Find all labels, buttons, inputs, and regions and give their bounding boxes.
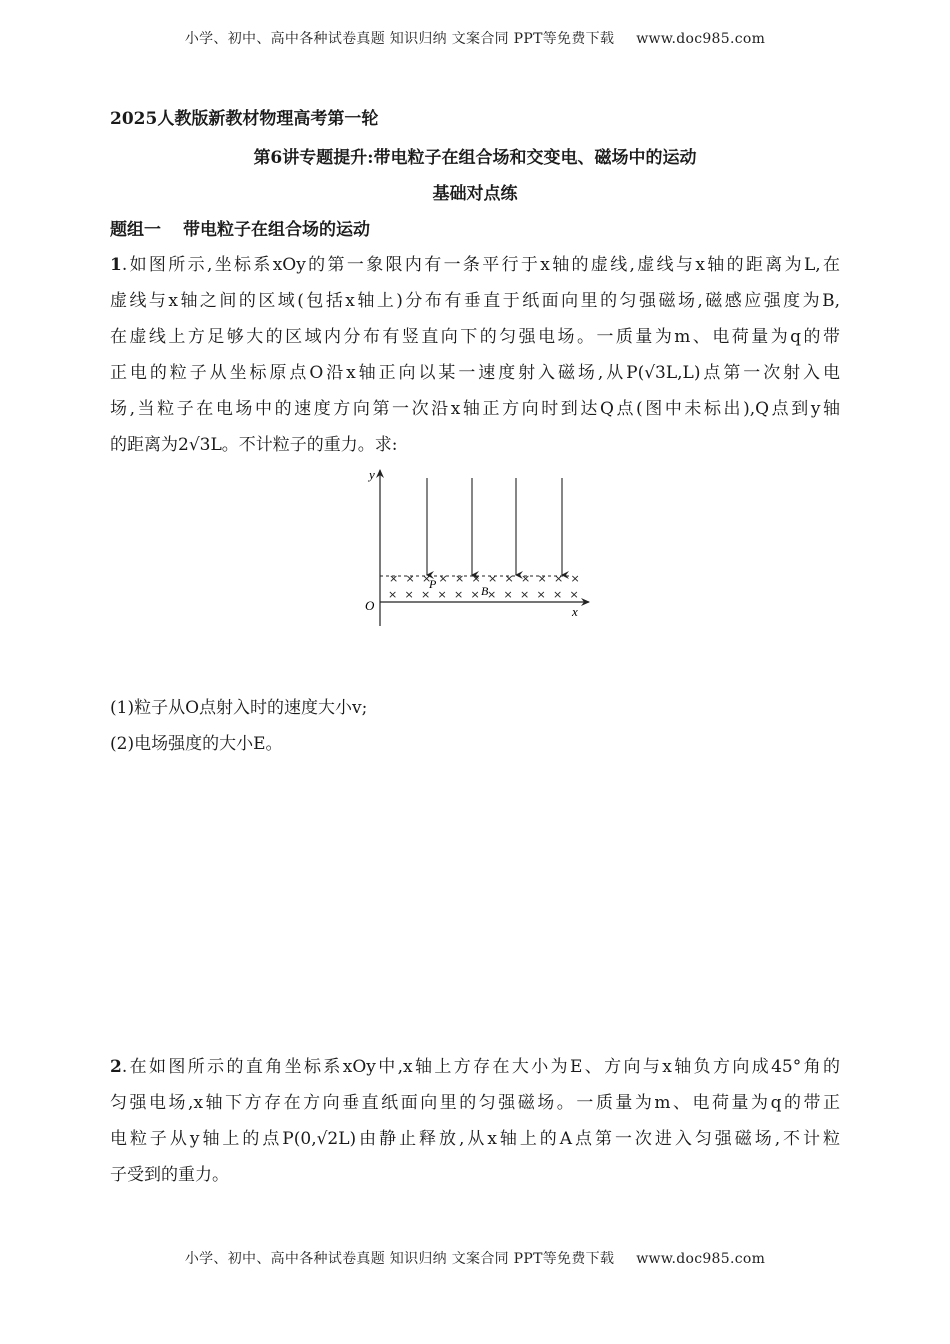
q1-number: 1 [110, 255, 122, 275]
series-title: 2025人教版新教材物理高考第一轮 [110, 109, 379, 129]
y-axis-label: y [369, 467, 375, 482]
q1-sub2: (2)电场强度的大小E。 [110, 734, 283, 754]
q2-number: 2 [110, 1057, 122, 1077]
q1-line-6: 的距离为2√3L。不计粒子的重力。求: [110, 435, 398, 455]
header-text: 小学、初中、高中各种试卷真题 知识归纳 文案合同 PPT等免费下载 [184, 31, 615, 47]
field-cross-mark: × [455, 572, 465, 585]
page-footer [0, 1248, 950, 1268]
field-cross-mark: × [470, 588, 480, 601]
group-heading [110, 215, 840, 240]
field-cross-mark: × [404, 588, 414, 601]
q1-sub1: (1)粒子从O点射入时的速度大小v; [110, 698, 368, 718]
field-cross-mark: × [554, 572, 564, 585]
field-cross-mark: × [388, 588, 398, 601]
q2-line-4: 子受到的重力。 [110, 1165, 229, 1185]
q1-line-1 [110, 250, 840, 275]
field-b-label: B [481, 584, 489, 598]
q1-line-3: 在虚线上方足够大的区域内分布有竖直向下的匀强电场。一质量为m、电荷量为q的带 [110, 327, 840, 347]
group-title: 带电粒子在组合场的运动 [183, 220, 370, 240]
q2-text-1: .在如图所示的直角坐标系xOy中,x轴上方存在大小为E、方向与x轴负方向成45°角的 [121, 1057, 840, 1077]
footer-text: 小学、初中、高中各种试卷真题 知识归纳 文案合同 PPT等免费下载 [184, 1251, 615, 1267]
field-cross-mark: × [553, 588, 563, 601]
field-cross-mark: × [454, 588, 464, 601]
field-cross-mark: × [487, 588, 497, 601]
field-cross-mark: × [536, 588, 546, 601]
group-label: 题组一 [110, 220, 161, 240]
section-subtitle: 基础对点练 [432, 184, 518, 204]
field-cross-mark: × [422, 572, 432, 585]
q1-text-1: .如图所示,坐标系xOy的第一象限内有一条平行于x轴的虚线,虚线与x轴的距离为L,在 [121, 255, 840, 275]
field-cross-mark: × [438, 572, 448, 585]
field-cross-mark: × [569, 588, 579, 601]
q2-line-2: 匀强电场,x轴下方存在方向垂直纸面向里的匀强磁场。一质量为m、电荷量为q的带正 [110, 1093, 840, 1113]
page-header [0, 28, 950, 48]
field-cross-mark: × [521, 572, 531, 585]
q1-line-2: 虚线与x轴之间的区域(包括x轴上)分布有垂直于纸面向里的匀强磁场,磁感应强度为B, [110, 291, 840, 311]
field-cross-mark: × [570, 572, 580, 585]
field-cross-mark: × [389, 572, 399, 585]
field-cross-mark: × [537, 572, 547, 585]
footer-url[interactable]: www.doc985.com [636, 1251, 766, 1267]
q1-field-diagram [355, 464, 595, 634]
field-cross-mark: × [437, 588, 447, 601]
field-cross-mark: × [405, 572, 415, 585]
field-cross-mark: × [421, 588, 431, 601]
header-url[interactable]: www.doc985.com [636, 31, 766, 47]
q2-line-1 [110, 1052, 840, 1077]
origin-label: O [365, 598, 375, 613]
x-axis-label: x [572, 604, 578, 619]
point-p-label: P [429, 577, 437, 591]
lecture-title: 第6讲专题提升:带电粒子在组合场和交变电、磁场中的运动 [253, 148, 697, 168]
q2-line-3: 电粒子从y轴上的点P(0,√2L)由静止释放,从x轴上的A点第一次进入匀强磁场,不计粒 [110, 1129, 840, 1149]
field-cross-mark: × [520, 588, 530, 601]
field-cross-mark: × [471, 572, 481, 585]
electric-field-arrows [427, 478, 562, 575]
field-cross-mark: × [503, 588, 513, 601]
q1-line-4: 正电的粒子从坐标原点O沿x轴正向以某一速度射入磁场,从P(√3L,L)点第一次射入电 [110, 363, 840, 383]
field-cross-mark: × [504, 572, 514, 585]
q1-line-5: 场,当粒子在电场中的速度方向第一次沿x轴正方向时到达Q点(图中未标出),Q点到y轴 [110, 399, 840, 419]
field-cross-mark: × [488, 572, 498, 585]
